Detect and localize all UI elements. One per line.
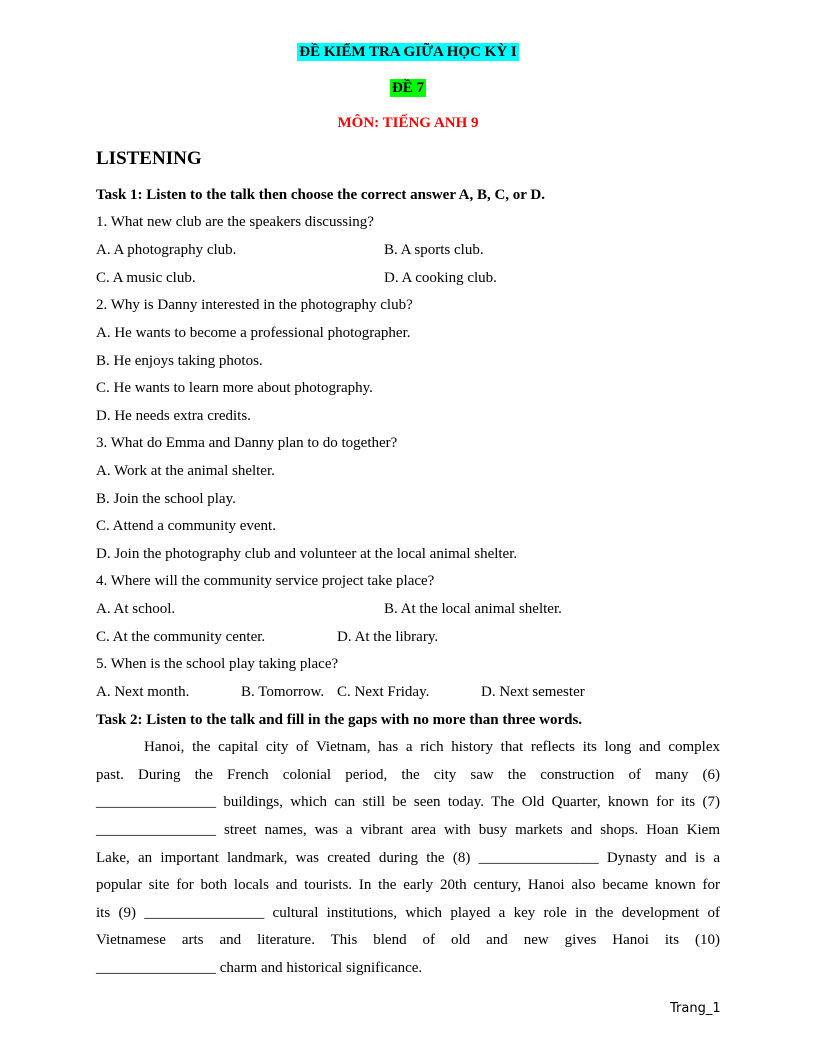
exam-title-text: ĐỀ KIỂM TRA GIỮA HỌC KỲ I	[299, 44, 517, 60]
passage-line: Lake, an important landmark, was created during the (8) ________________ Dynasty and is a	[96, 850, 720, 866]
q3-option-b: B. Join the school play.	[96, 491, 236, 507]
exam-code-text: ĐỀ 7	[391, 80, 425, 96]
passage-line: ________________ street names, was a vibrant area with busy markets and shops. Hoan Kiem	[96, 822, 720, 838]
q5-option-a: A. Next month.	[96, 684, 190, 700]
question-5: 5. When is the school play taking place?	[96, 656, 339, 672]
passage-line: ________________ charm and historical significance.	[96, 960, 423, 976]
q2-option-a: A. He wants to become a professional photographer.	[96, 325, 411, 341]
q4-option-a: A. At school.	[96, 601, 176, 617]
q2-option-d: D. He needs extra credits.	[96, 408, 251, 424]
question-4: 4. Where will the community service project take place?	[96, 573, 435, 589]
section-title: LISTENING	[96, 148, 202, 169]
q4-option-d: D. At the library.	[337, 629, 439, 645]
q4-option-b: B. At the local animal shelter.	[384, 601, 562, 617]
question-1: 1. What new club are the speakers discussing?	[96, 214, 374, 230]
passage-line: popular site for both locals and tourists. In the early 20th century, Hanoi also became known for	[96, 877, 720, 893]
q5-option-b: B. Tomorrow.	[241, 684, 325, 700]
q5-option-c: C. Next Friday.	[337, 684, 430, 700]
q3-option-d: D. Join the photography club and volunteer at the local animal shelter.	[96, 546, 518, 562]
page-number: Trang_1	[670, 1001, 721, 1016]
question-2: 2. Why is Danny interested in the photography club?	[96, 297, 413, 313]
passage-line: its (9) ________________ cultural institutions, which played a key role in the development of	[96, 905, 720, 921]
exam-title	[0, 44, 816, 61]
exam-code	[0, 80, 816, 97]
q1-option-d: D. A cooking club.	[384, 270, 497, 286]
q1-option-b: B. A sports club.	[384, 242, 484, 258]
task1-instruction: Task 1: Listen to the talk then choose the correct answer A, B, C, or D.	[96, 187, 546, 203]
q1-option-c: C. A music club.	[96, 270, 196, 286]
passage-line: Vietnamese arts and literature. This blend of old and new gives Hanoi its (10)	[96, 932, 720, 948]
task2-instruction: Task 2: Listen to the talk and fill in the gaps with no more than three words.	[96, 712, 583, 728]
passage-line: past. During the French colonial period, the city saw the construction of many (6)	[96, 767, 720, 783]
q3-option-c: C. Attend a community event.	[96, 518, 276, 534]
q3-option-a: A. Work at the animal shelter.	[96, 463, 275, 479]
question-3: 3. What do Emma and Danny plan to do together?	[96, 435, 398, 451]
q4-option-c: C. At the community center.	[96, 629, 266, 645]
exam-subject: MÔN: TIẾNG ANH 9	[337, 115, 479, 131]
passage-line: Hanoi, the capital city of Vietnam, has a rich history that reflects its long and complex	[144, 739, 720, 755]
passage-line: ________________ buildings, which can still be seen today. The Old Quarter, known for its (7)	[96, 794, 720, 810]
q5-option-d: D. Next semester	[481, 684, 585, 700]
q1-option-a: A. A photography club.	[96, 242, 237, 258]
q2-option-b: B. He enjoys taking photos.	[96, 353, 263, 369]
q2-option-c: C. He wants to learn more about photography.	[96, 380, 373, 396]
